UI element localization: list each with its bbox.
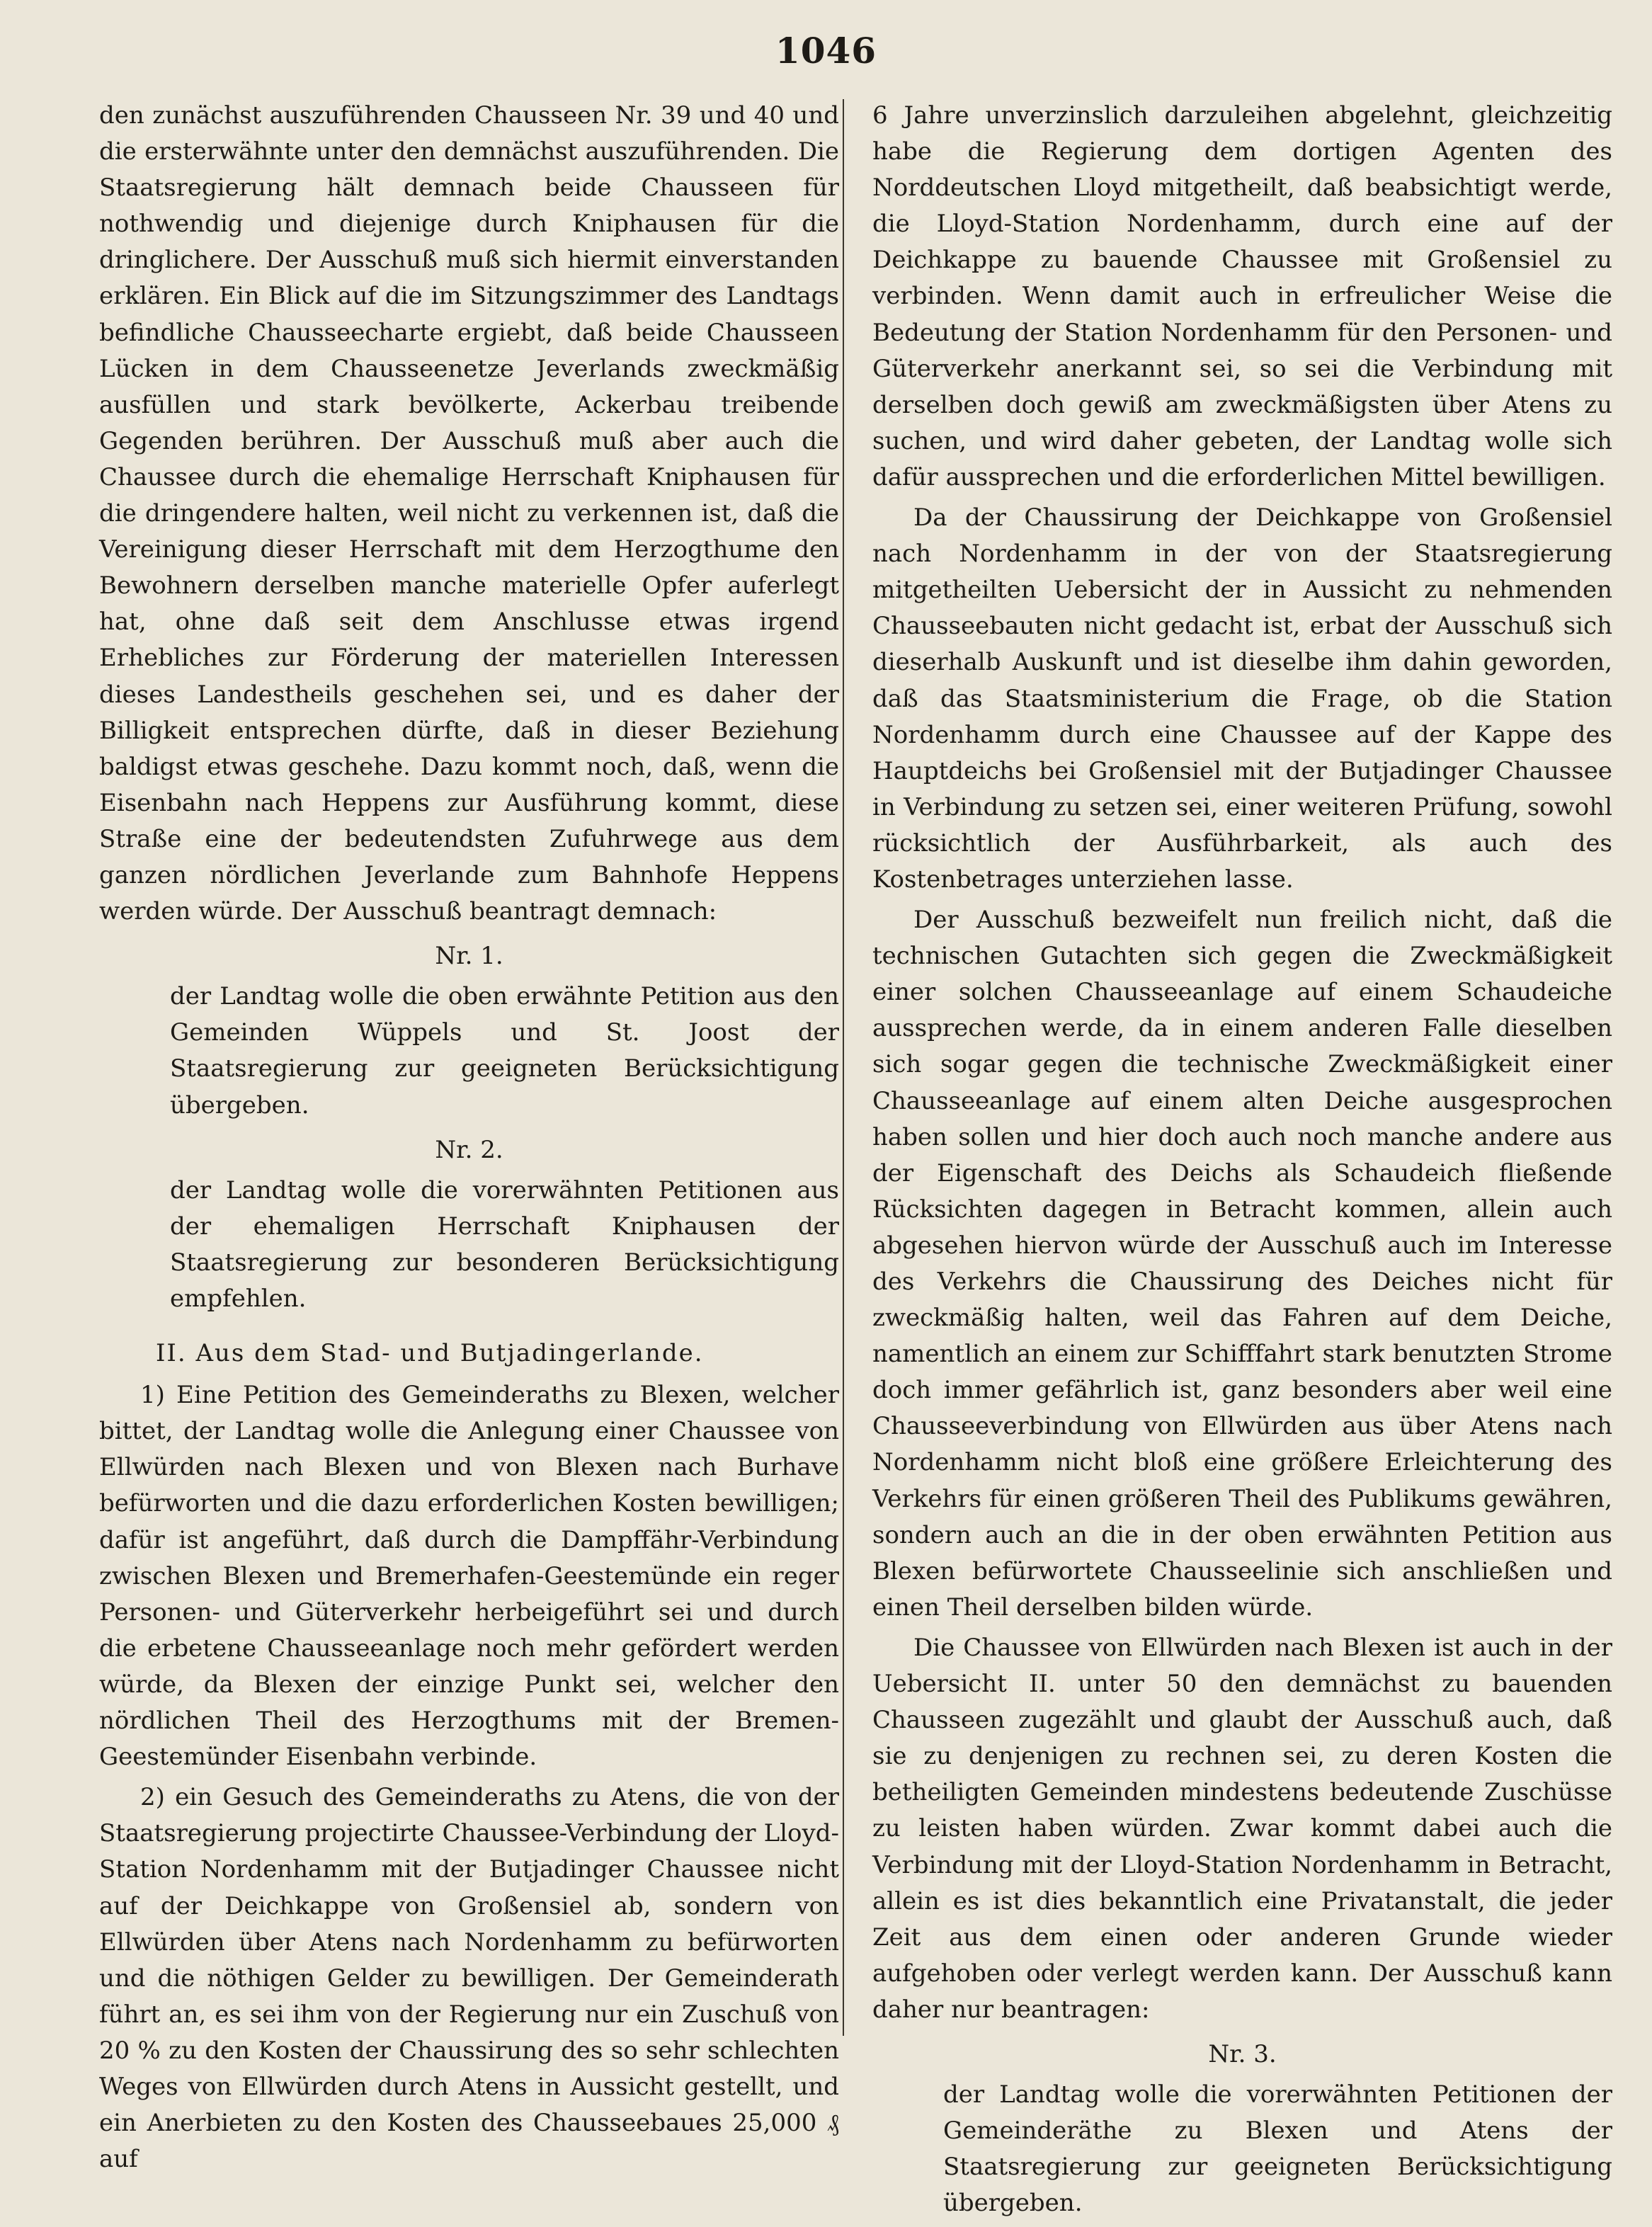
paragraph: den zunächst auszuführenden Chausseen Nr. 39 und 40 und die ersterwähnte unter den demnächst auszuführenden. Die Staatsregierung hält demnach beide Chausseen für nothwendig und diejenige durch Kniphausen für die dringlichere. Der Ausschuß muß sich hiermit einverstanden erklären. Ein Blick auf die im Sitzungszimmer des Landtags befindliche Chausseecharte ergiebt, daß beide Chausseen Lücken in dem Chausseenetze Jeverlands zweckmäßig ausfüllen und stark bevölkerte, Ackerbau treibende Gegenden berühren. Der Ausschuß muß aber auch die Chaussee durch die ehemalige Herrschaft Kniphausen für die dringendere halten, weil nicht zu verkennen ist, daß die Vereinigung dieser Herrschaft mit dem Herzogthume den Bewohnern derselben manche materielle Opfer auferlegt hat, ohne daß seit dem Anschlusse etwas irgend Erhebliches zur Förderung der materiellen Interessen dieses Landestheils geschehen sei, und es daher der Billigkeit entsprechen dürfte, daß in dieser Beziehung baldigst etwas geschehe. Dazu kommt noch, daß, wenn die Eisenbahn nach Heppens zur Ausführung kommt, diese Straße eine der bedeutendsten Zufuhrwege aus dem ganzen nördlichen Jeverlande zum Bahnhofe Heppens werden würde. Der Ausschuß beantragt demnach:	[99, 101, 839, 926]
motion-text: der Landtag wolle die vorerwähnten Petitionen aus der ehemaligen Herrschaft Kniphausen der Staatsregierung zur besonderen Berücksichtigung empfehlen.	[170, 1175, 839, 1313]
left-column	[99, 98, 839, 2182]
paragraph: 1) Eine Petition des Gemeinderaths zu Blexen, welcher bittet, der Landtag wolle die Anlegung einer Chaussee von Ellwürden nach Blexen und von Blexen nach Burhave befürworten und die dazu erforderlichen Kosten bewilligen; dafür ist angeführt, daß durch die Dampffähr-Verbindung zwischen Blexen und Bremerhafen-Geestemünde ein reger Personen- und Güterverkehr herbeigeführt sei und durch die erbetene Chausseeanlage noch mehr gefördert werden würde, da Blexen der einzige Punkt sei, welcher den nördlichen Theil des Herzogthums mit der Bremen-Geestemünder Eisenbahn verbinde.	[99, 1381, 839, 1772]
motion-heading: Nr. 1.	[435, 942, 503, 971]
paragraph: Der Ausschuß bezweifelt nun freilich nicht, daß die technischen Gutachten sich gegen die Zweckmäßigkeit einer solchen Chausseeanlage auf einem Schaudeiche aussprechen werde, da in einem anderen Falle dieselben sich sogar gegen die technische Zweckmäßigkeit einer Chausseeanlage auf einem alten Deiche ausgesprochen haben sollen und hier doch auch noch manche andere aus der Eigenschaft des Deichs als Schaudeich fließende Rücksichten dagegen in Betracht kommen, allein auch abgesehen hiervon würde der Ausschuß auch im Interesse des Verkehrs die Chaussirung des Deiches nicht für zweckmäßig halten, weil das Fahren auf dem Deiche, namentlich an einem zur Schifffahrt stark benutzten Strome doch immer gefährlich ist, ganz besonders aber weil eine Chausseeverbindung von Ellwürden aus über Atens nach Nordenhamm nicht bloß eine größere Erleichterung des Verkehrs für einen größeren Theil des Publikums gewähren, sondern auch an die in der oben erwähnten Petition aus Blexen befürwortete Chausseelinie sich anschließen und einen Theil derselben bilden würde.	[872, 906, 1612, 1622]
column-divider	[843, 99, 844, 2036]
motion-text: der Landtag wolle die oben erwähnte Petition aus den Gemeinden Wüppels und St. Joost der Staatsregierung zur geeigneten Berücksichtigung übergeben.	[170, 982, 839, 1120]
motion-heading: Nr. 2.	[435, 1135, 503, 1164]
motion-heading: Nr. 3.	[1208, 2039, 1277, 2068]
paragraph: Die Chaussee von Ellwürden nach Blexen ist auch in der Uebersicht II. unter 50 den demnächst zu bauenden Chausseen zugezählt und glaubt der Ausschuß auch, daß sie zu denjenigen zu rechnen sei, zu deren Kosten die betheiligten Gemeinden mindestens bedeutende Zuschüsse zu leisten haben würden. Zwar kommt dabei auch die Verbindung mit der Lloyd-Station Nordenhamm in Betracht, allein es ist dies bekanntlich eine Privatanstalt, die jeder Zeit aus dem einen oder anderen Grunde wieder aufgehoben oder verlegt werden kann. Der Ausschuß kann daher nur beantragen:	[872, 1633, 1612, 2024]
paragraph: 2) ein Gesuch des Gemeinderaths zu Atens, die von der Staatsregierung projectirte Chaussee-Verbindung der Lloyd-Station Nordenhamm mit der Butjadinger Chaussee nicht auf der Deichkappe von Großensiel ab, sondern von Ellwürden über Atens nach Nordenhamm zu befürworten und die nöthigen Gelder zu bewilligen. Der Gemeinderath führt an, es sei ihm von der Regierung nur ein Zuschuß von 20 % zu den Kosten der Chaussirung des so sehr schlechten Weges von Ellwürden durch Atens in Aussicht gestellt, und ein Anerbieten zu den Kosten des Chausseebaues 25,000 ₰ auf	[99, 1783, 839, 2174]
section-heading: II. Aus dem Stad- und Butjadingerlande.	[156, 1339, 704, 1368]
motion-text: der Landtag wolle die vorerwähnten Petitionen der Gemeinderäthe zu Blexen und Atens der Staatsregierung zur geeigneten Berücksichtigung übergeben.	[943, 2080, 1612, 2218]
paragraph: 6 Jahre unverzinslich darzuleihen abgelehnt, gleichzeitig habe die Regierung dem dortigen Agenten des Norddeutschen Lloyd mitgetheilt, daß beabsichtigt werde, die Lloyd-Station Nordenhamm, durch eine auf der Deichkappe zu bauende Chaussee mit Großensiel zu verbinden. Wenn damit auch in erfreulicher Weise die Bedeutung der Station Nordenhamm für den Personen- und Güterverkehr anerkannt sei, so sei die Verbindung mit derselben doch gewiß am zweckmäßigsten über Atens zu suchen, und wird daher gebeten, der Landtag wolle sich dafür aussprechen und die erforderlichen Mittel bewilligen.	[872, 101, 1612, 491]
right-column	[872, 98, 1612, 2227]
page-number: 1046	[775, 30, 877, 72]
paragraph: Da der Chaussirung der Deichkappe von Großensiel nach Nordenhamm in der von der Staatsregierung mitgetheilten Uebersicht der in Aussicht zu nehmenden Chausseebauten nicht gedacht ist, erbat der Ausschuß sich dieserhalb Auskunft und ist dieselbe ihm dahin geworden, daß das Staatsministerium die Frage, ob die Station Nordenhamm durch eine Chaussee auf der Kappe des Hauptdeichs bei Großensiel mit der Butjadinger Chaussee in Verbindung zu setzen sei, einer weiteren Prüfung, sowohl rücksichtlich der Ausführbarkeit, als auch des Kostenbetrages unterziehen lasse.	[872, 503, 1612, 894]
